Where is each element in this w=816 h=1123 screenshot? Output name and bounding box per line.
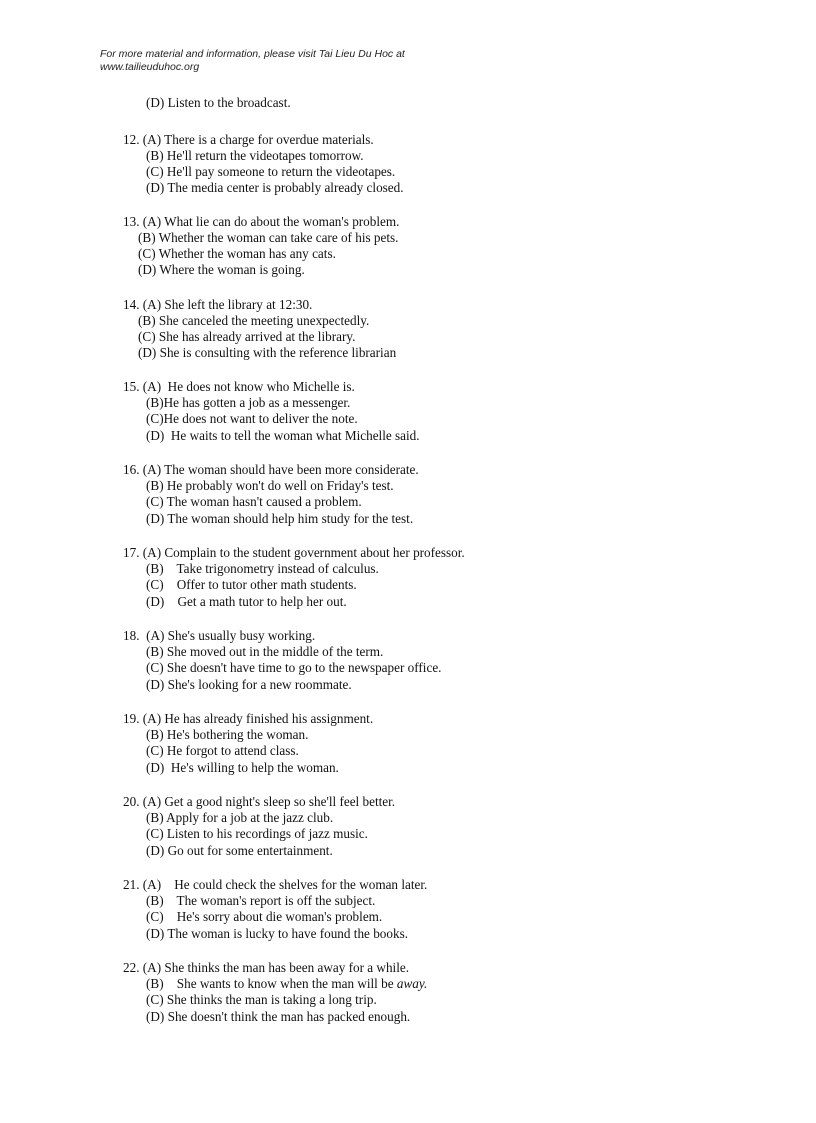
option-line: (C) She doesn't have time to go to the newspaper office.	[146, 660, 442, 675]
option-line: (D) The woman is lucky to have found the books.	[146, 926, 408, 941]
option-line: (D) The media center is probably already closed.	[146, 180, 404, 195]
question-line: 15. (A) He does not know who Michelle is.	[123, 379, 355, 394]
question-line: 17. (A) Complain to the student government about her professor.	[123, 545, 465, 560]
option-text: (B) She wants to know when the man will be	[146, 976, 397, 991]
option-line: (C) Whether the woman has any cats.	[138, 246, 336, 261]
header-line-1: For more material and information, please visit Tai Lieu Du Hoc at	[100, 48, 405, 60]
option-line: (C) The woman hasn't caused a problem.	[146, 494, 362, 509]
question-line: 22. (A) She thinks the man has been away for a while.	[123, 960, 410, 975]
option-line: (D) Listen to the broadcast.	[146, 95, 291, 110]
question-line: 14. (A) She left the library at 12:30.	[123, 297, 313, 312]
option-line: (D) He's willing to help the woman.	[146, 760, 339, 775]
option-line: (D) She doesn't think the man has packed enough.	[146, 1009, 411, 1024]
option-line: (D) Where the woman is going.	[138, 262, 305, 277]
option-line: (D) He waits to tell the woman what Michelle said.	[146, 428, 420, 443]
option-line: (C) He forgot to attend class.	[146, 743, 299, 758]
option-line: (B) Apply for a job at the jazz club.	[146, 810, 334, 825]
option-line: (D) The woman should help him study for the test.	[146, 511, 414, 526]
question-line: 19. (A) He has already finished his assignment.	[123, 711, 374, 726]
option-line: (B) He's bothering the woman.	[146, 727, 309, 742]
page-header	[100, 48, 405, 74]
question-line: 20. (A) Get a good night's sleep so she'll feel better.	[123, 794, 396, 809]
option-line: (B) Take trigonometry instead of calculus.	[146, 561, 379, 576]
option-line: (D) Get a math tutor to help her out.	[146, 594, 347, 609]
question-line: 12. (A) There is a charge for overdue materials.	[123, 132, 374, 147]
option-line: (D) She is consulting with the reference librarian	[138, 345, 397, 360]
option-line: (B) He probably won't do well on Friday's test.	[146, 478, 394, 493]
question-line: 18. (A) She's usually busy working.	[123, 628, 316, 643]
option-line: (C) She has already arrived at the library.	[138, 329, 356, 344]
option-line: (C) He's sorry about die woman's problem.	[146, 909, 383, 924]
question-line: 21. (A) He could check the shelves for the woman later.	[123, 877, 428, 892]
option-text-italic: away.	[396, 976, 428, 991]
option-line: (B) The woman's report is off the subject.	[146, 893, 376, 908]
option-line: (D) She's looking for a new roommate.	[146, 677, 352, 692]
option-line: (C) He'll pay someone to return the videotapes.	[146, 164, 396, 179]
question-line: 13. (A) What lie can do about the woman's problem.	[123, 214, 400, 229]
question-line: 16. (A) The woman should have been more considerate.	[123, 462, 419, 477]
option-line	[146, 976, 427, 992]
option-line: (B) He'll return the videotapes tomorrow.	[146, 148, 364, 163]
header-line-2: www.tailieuduhoc.org	[100, 61, 200, 73]
option-line: (B) She moved out in the middle of the term.	[146, 644, 384, 659]
option-line: (B)He has gotten a job as a messenger.	[146, 395, 351, 410]
option-line: (D) Go out for some entertainment.	[146, 843, 333, 858]
option-line: (B) She canceled the meeting unexpectedly.	[138, 313, 370, 328]
option-line: (B) Whether the woman can take care of his pets.	[138, 230, 399, 245]
option-line: (C) She thinks the man is taking a long trip.	[146, 992, 377, 1007]
option-line: (C) Listen to his recordings of jazz music.	[146, 826, 368, 841]
option-line: (C)He does not want to deliver the note.	[146, 411, 358, 426]
option-line: (C) Offer to tutor other math students.	[146, 577, 357, 592]
